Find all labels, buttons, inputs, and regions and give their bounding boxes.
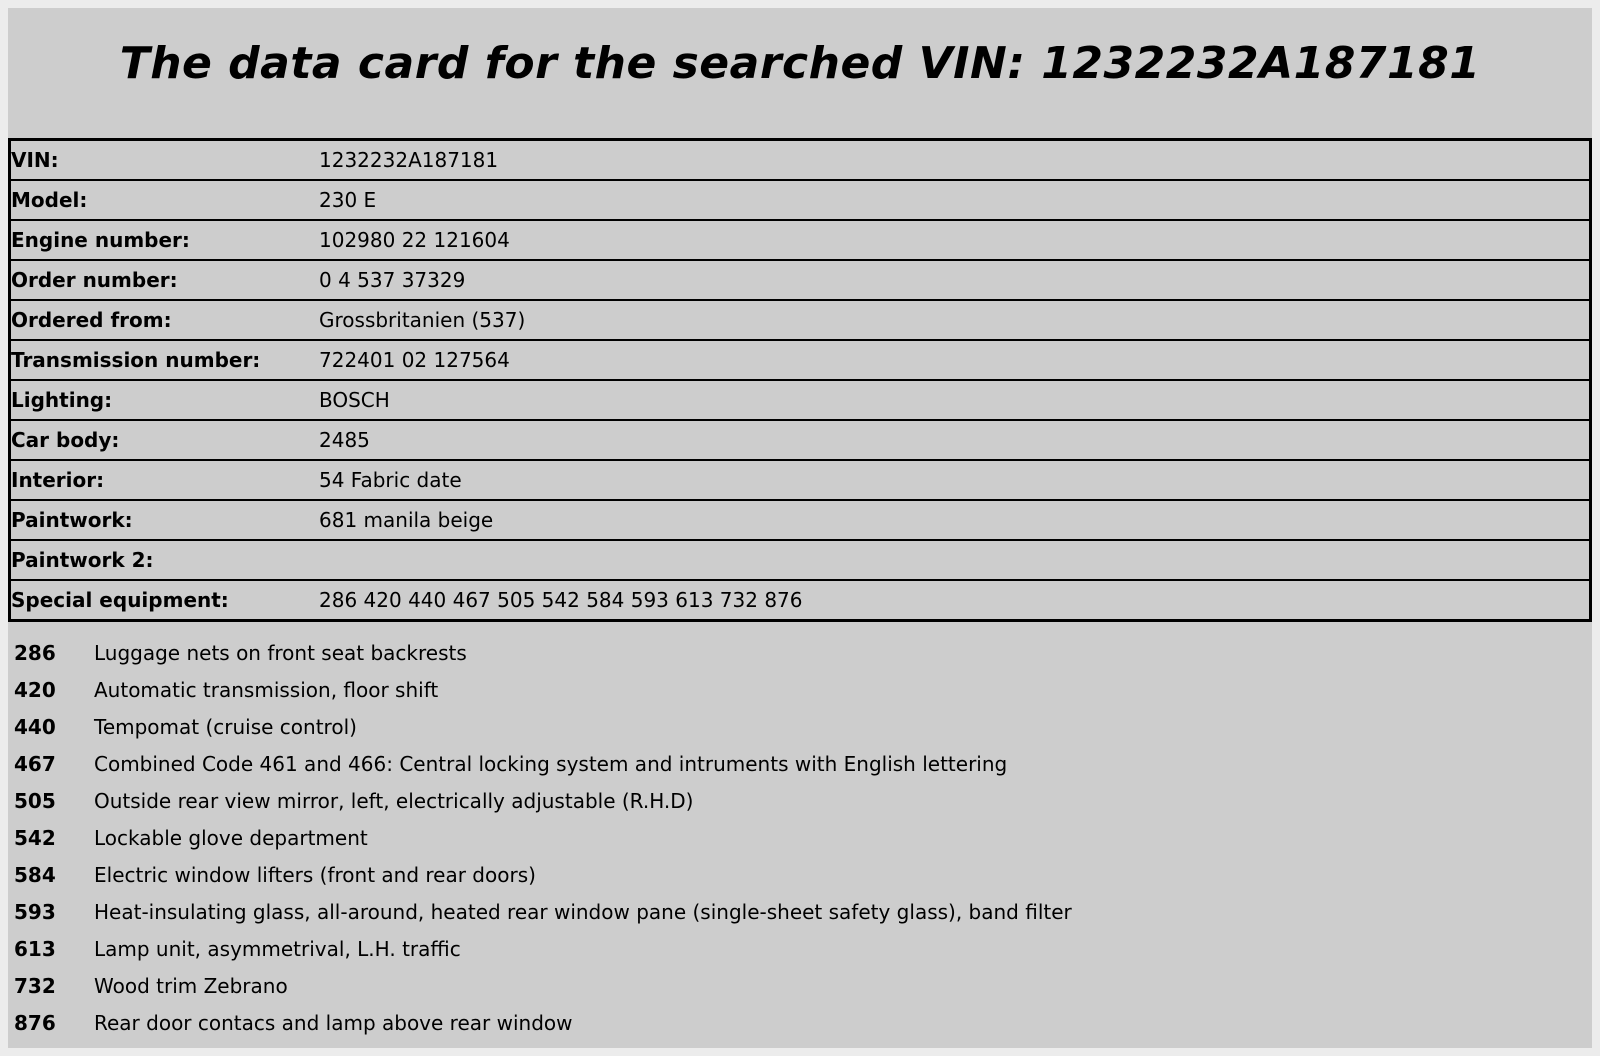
list-item: [8, 930, 1592, 967]
list-item: [8, 967, 1592, 1004]
row-value: 2485: [319, 420, 1591, 460]
list-item: [8, 745, 1592, 782]
row-label: Order number:: [10, 260, 320, 300]
table-row: [10, 420, 1591, 460]
row-value: 1232232A187181: [319, 148, 499, 172]
equipment-code: 732: [14, 973, 56, 998]
equipment-description: Rear door contacs and lamp above rear window: [94, 1010, 573, 1035]
table-row: [10, 220, 1591, 260]
equipment-description: Lockable glove department: [94, 825, 368, 850]
equipment-code: 876: [14, 1010, 56, 1035]
equipment-list: [8, 622, 1592, 1041]
row-value: 102980 22 121604: [319, 220, 1591, 260]
row-label: VIN:: [11, 148, 59, 172]
data-card-table: [8, 138, 1592, 622]
list-item: [8, 708, 1592, 745]
table-row: [10, 460, 1591, 500]
equipment-code: 420: [14, 677, 56, 702]
row-value: 0 4 537 37329: [319, 260, 1591, 300]
row-label: Paintwork 2:: [10, 540, 320, 580]
list-item: [8, 1004, 1592, 1041]
equipment-code: 593: [14, 899, 56, 924]
equipment-description: Heat-insulating glass, all-around, heated rear window pane (single-sheet safety glass), band filter: [94, 899, 1072, 924]
equipment-description: Electric window lifters (front and rear doors): [94, 862, 536, 887]
table-row: [10, 540, 1591, 580]
row-value: 286 420 440 467 505 542 584 593 613 732 876: [319, 580, 1591, 621]
table-row: [10, 580, 1591, 621]
equipment-code: 542: [14, 825, 56, 850]
equipment-code: 613: [14, 936, 56, 961]
equipment-description: Luggage nets on front seat backrests: [94, 640, 467, 665]
equipment-code: 505: [14, 788, 56, 813]
equipment-description: Outside rear view mirror, left, electrically adjustable (R.H.D): [94, 788, 694, 813]
row-label: Model:: [10, 180, 320, 220]
data-card-table-body: [10, 140, 1591, 621]
row-label: Lighting:: [10, 380, 320, 420]
row-label: Ordered from:: [10, 300, 320, 340]
row-label: Car body:: [10, 420, 320, 460]
row-label: Special equipment:: [10, 580, 320, 621]
list-item: [8, 893, 1592, 930]
equipment-code: 584: [14, 862, 56, 887]
row-label: Paintwork:: [10, 500, 320, 540]
row-value: BOSCH: [319, 380, 1591, 420]
row-label: Interior:: [10, 460, 320, 500]
list-item: [8, 671, 1592, 708]
equipment-description: Combined Code 461 and 466: Central locking system and intruments with English lettering: [94, 751, 1008, 776]
row-value: Grossbritanien (537): [319, 300, 1591, 340]
table-row: [10, 380, 1591, 420]
equipment-code: 440: [14, 714, 56, 739]
table-row: [10, 500, 1591, 540]
table-row: [10, 140, 1591, 181]
row-value: 230 E: [319, 180, 1591, 220]
row-value: 722401 02 127564: [319, 340, 1591, 380]
list-item: [8, 634, 1592, 671]
row-value: 681 manila beige: [319, 500, 1591, 540]
list-item: [8, 856, 1592, 893]
equipment-code: 286: [14, 640, 56, 665]
equipment-description: Lamp unit, asymmetrival, L.H. traffic: [94, 936, 461, 961]
row-value: [319, 540, 1591, 580]
table-row: [10, 180, 1591, 220]
row-value: 54 Fabric date: [319, 460, 1591, 500]
list-item: [8, 819, 1592, 856]
data-card-panel: [8, 8, 1592, 1048]
equipment-code: 467: [14, 751, 56, 776]
list-item: [8, 782, 1592, 819]
equipment-description: Tempomat (cruise control): [94, 714, 357, 739]
equipment-description: Automatic transmission, floor shift: [94, 677, 439, 702]
page-title: The data card for the searched VIN: 1232232A187181: [119, 38, 1481, 89]
table-row: [10, 340, 1591, 380]
row-label: Engine number:: [10, 220, 320, 260]
table-row: [10, 300, 1591, 340]
table-row: [10, 260, 1591, 300]
equipment-description: Wood trim Zebrano: [94, 973, 288, 998]
row-label: Transmission number:: [10, 340, 320, 380]
